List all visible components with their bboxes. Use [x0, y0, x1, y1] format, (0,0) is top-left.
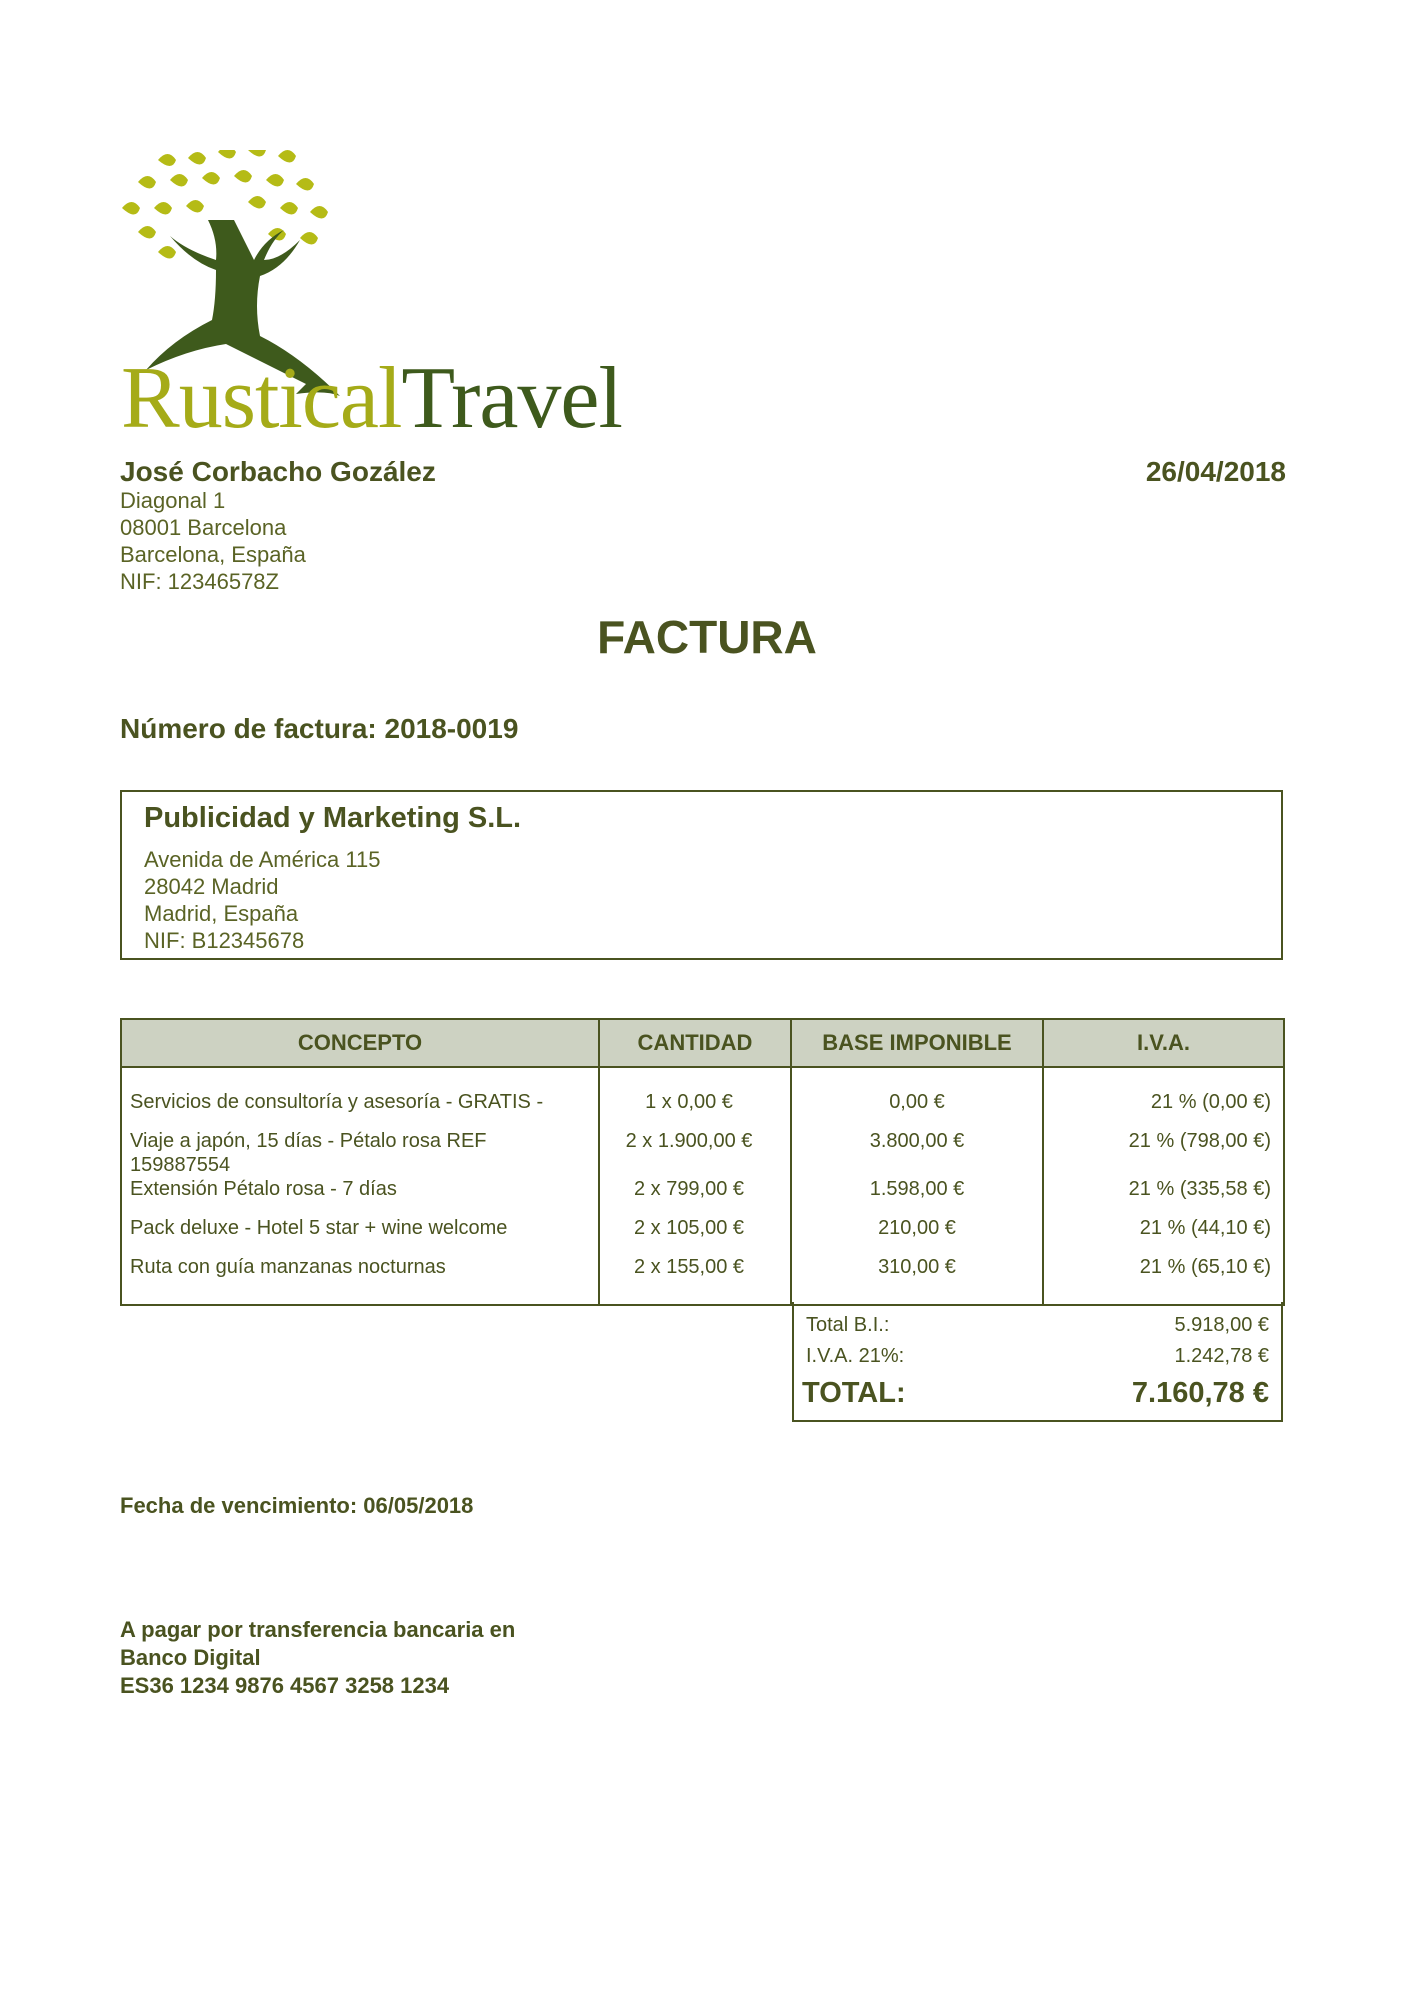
- due-date: Fecha de vencimiento: 06/05/2018: [120, 1493, 474, 1518]
- column-header-concepto: CONCEPTO: [121, 1019, 599, 1067]
- cell-cantidad: 2 x 105,00 €: [599, 1216, 791, 1255]
- column-header-iva: I.V.A.: [1043, 1019, 1284, 1067]
- totals-box: [792, 1302, 1283, 1422]
- table-row: [121, 1129, 1284, 1177]
- cell-base: 3.800,00 €: [791, 1129, 1043, 1177]
- column-header-base-imponible: BASE IMPONIBLE: [791, 1019, 1043, 1067]
- sender-nif: NIF: 12346578Z: [120, 569, 279, 594]
- cell-iva: 21 % (0,00 €): [1043, 1067, 1284, 1129]
- total-bi-value: 5.918,00 €: [1174, 1314, 1269, 1336]
- payment-iban: ES36 1234 9876 4567 3258 1234: [120, 1673, 450, 1698]
- table-header-row: [121, 1019, 1284, 1067]
- column-header-cantidad: CANTIDAD: [599, 1019, 791, 1067]
- client-address-line: 28042 Madrid: [144, 874, 279, 899]
- logo-word-travel: Travel: [401, 350, 622, 447]
- invoice-number: Número de factura: 2018-0019: [120, 713, 519, 744]
- items-table-wrapper: [120, 1018, 1283, 1306]
- sender-address-line: Diagonal 1: [120, 488, 226, 513]
- cell-iva: 21 % (44,10 €): [1043, 1216, 1284, 1255]
- iva-label: I.V.A. 21%:: [806, 1345, 905, 1367]
- client-name: Publicidad y Marketing S.L.: [144, 802, 522, 834]
- sender-address-line: 08001 Barcelona: [120, 515, 287, 540]
- total-bi-label: Total B.I.:: [806, 1314, 890, 1336]
- cell-iva: 21 % (335,58 €): [1043, 1177, 1284, 1216]
- items-table: [120, 1018, 1285, 1306]
- cell-concepto: Extensión Pétalo rosa - 7 días: [121, 1177, 599, 1216]
- payment-instructions: A pagar por transferencia bancaria en: [120, 1617, 516, 1642]
- client-address-line: Avenida de América 115: [144, 847, 381, 872]
- cell-iva: 21 % (65,10 €): [1043, 1255, 1284, 1305]
- grand-total-value: 7.160,78 €: [1131, 1377, 1269, 1409]
- cell-cantidad: 2 x 799,00 €: [599, 1177, 791, 1216]
- cell-concepto: Viaje a japón, 15 días - Pétalo rosa REF 159887554: [121, 1129, 599, 1177]
- table-row: [121, 1067, 1284, 1129]
- table-row: [121, 1216, 1284, 1255]
- table-row: [121, 1255, 1284, 1305]
- client-box: [120, 790, 1283, 960]
- sender-name: José Corbacho Gozález: [120, 456, 436, 487]
- cell-cantidad: 2 x 155,00 €: [599, 1255, 791, 1305]
- cell-base: 310,00 €: [791, 1255, 1043, 1305]
- cell-concepto: Ruta con guía manzanas nocturnas: [121, 1255, 599, 1305]
- cell-base: 0,00 €: [791, 1067, 1043, 1129]
- cell-concepto: Pack deluxe - Hotel 5 star + wine welcome: [121, 1216, 599, 1255]
- table-row: [121, 1177, 1284, 1216]
- iva-value: 1.242,78 €: [1174, 1345, 1269, 1367]
- document-title: [0, 610, 1414, 664]
- logo-word-rustical: Rustical: [121, 350, 402, 447]
- cell-concepto: Servicios de consultoría y asesoría - GRATIS -: [121, 1067, 599, 1129]
- grand-total-label: TOTAL:: [802, 1377, 906, 1409]
- invoice-date: 26/04/2018: [1145, 456, 1286, 487]
- logo-wordmark: [121, 350, 622, 447]
- sender-address-line: Barcelona, España: [120, 542, 306, 567]
- document-title-text: FACTURA: [597, 611, 817, 663]
- client-nif: NIF: B12345678: [144, 928, 305, 953]
- cell-cantidad: 1 x 0,00 €: [599, 1067, 791, 1129]
- client-address-line: Madrid, España: [144, 901, 299, 926]
- cell-iva: 21 % (798,00 €): [1043, 1129, 1284, 1177]
- payment-bank-name: Banco Digital: [120, 1645, 261, 1670]
- cell-base: 210,00 €: [791, 1216, 1043, 1255]
- cell-base: 1.598,00 €: [791, 1177, 1043, 1216]
- cell-cantidad: 2 x 1.900,00 €: [599, 1129, 791, 1177]
